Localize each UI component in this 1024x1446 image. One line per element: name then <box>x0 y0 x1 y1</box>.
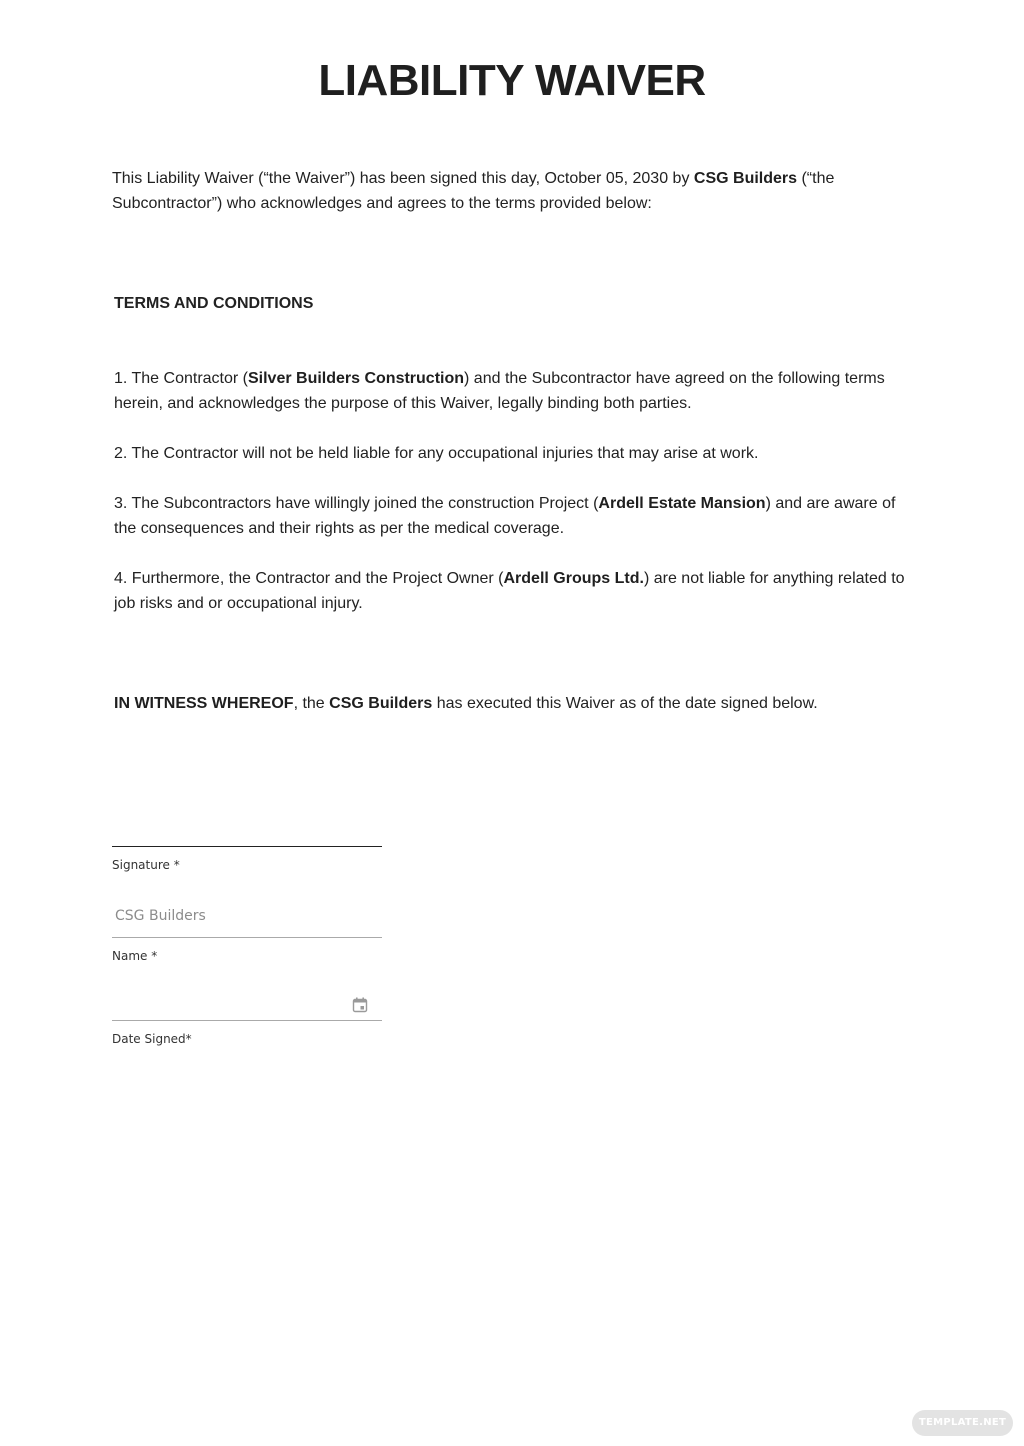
witness-text-1: , the <box>293 695 330 712</box>
term-item-1 <box>114 366 914 416</box>
term-1-contractor-name: Silver Builders Construction <box>247 370 465 387</box>
term-2-text: 2. The Contractor will not be held liable for any occupational injuries that may arise at work. <box>114 445 759 462</box>
term-3-project-name: Ardell Estate Mansion <box>598 495 766 512</box>
intro-paragraph <box>112 166 912 216</box>
date-signed-field[interactable] <box>112 984 382 1046</box>
terms-heading: TERMS AND CONDITIONS <box>114 295 314 312</box>
term-4-owner-name: Ardell Groups Ltd. <box>503 570 644 587</box>
signature-label: Signature * <box>112 858 180 872</box>
intro-text-2: (“the Subcontractor”) who acknowledges and agrees to the terms provided below: <box>112 170 835 212</box>
witness-paragraph <box>114 691 914 716</box>
intro-text-1: This Liability Waiver (“the Waiver”) has been signed this day, October 05, 2030 by <box>112 170 694 187</box>
date-signed-label: Date Signed* <box>112 1032 192 1046</box>
intro-subcontractor-name: CSG Builders <box>693 170 798 187</box>
name-label: Name * <box>112 949 158 963</box>
page-title: LIABILITY WAIVER <box>318 56 706 105</box>
term-item-3 <box>114 491 914 541</box>
name-value: CSG Builders <box>115 908 206 924</box>
name-input[interactable] <box>112 900 382 938</box>
signature-line[interactable] <box>112 810 382 847</box>
term-3-text-1: 3. The Subcontractors have willingly joined the construction Project ( <box>114 495 599 512</box>
witness-text-2: has executed this Waiver as of the date signed below. <box>432 695 818 712</box>
term-1-text-2: ) and the Subcontractor have agreed on the following terms herein, and acknowledges the purpose of this Waiver, legally binding both parties. <box>114 370 885 412</box>
calendar-icon[interactable] <box>352 997 368 1013</box>
term-4-text-2: ) are not liable for anything related to job risks and or occupational injury. <box>114 570 905 612</box>
witness-lead: IN WITNESS WHEREOF <box>114 695 294 712</box>
term-3-text-2: ) and are aware of the consequences and their rights as per the medical coverage. <box>114 495 896 537</box>
name-field[interactable] <box>112 900 382 963</box>
template-watermark: TEMPLATE.NET <box>912 1410 1013 1436</box>
term-4-text-1: 4. Furthermore, the Contractor and the Project Owner ( <box>114 570 504 587</box>
date-input[interactable] <box>112 984 382 1021</box>
term-1-text-1: 1. The Contractor ( <box>114 370 248 387</box>
witness-party-name: CSG Builders <box>329 695 433 712</box>
term-item-4 <box>114 566 914 616</box>
signature-field[interactable] <box>112 810 382 872</box>
term-item-2 <box>114 441 914 466</box>
